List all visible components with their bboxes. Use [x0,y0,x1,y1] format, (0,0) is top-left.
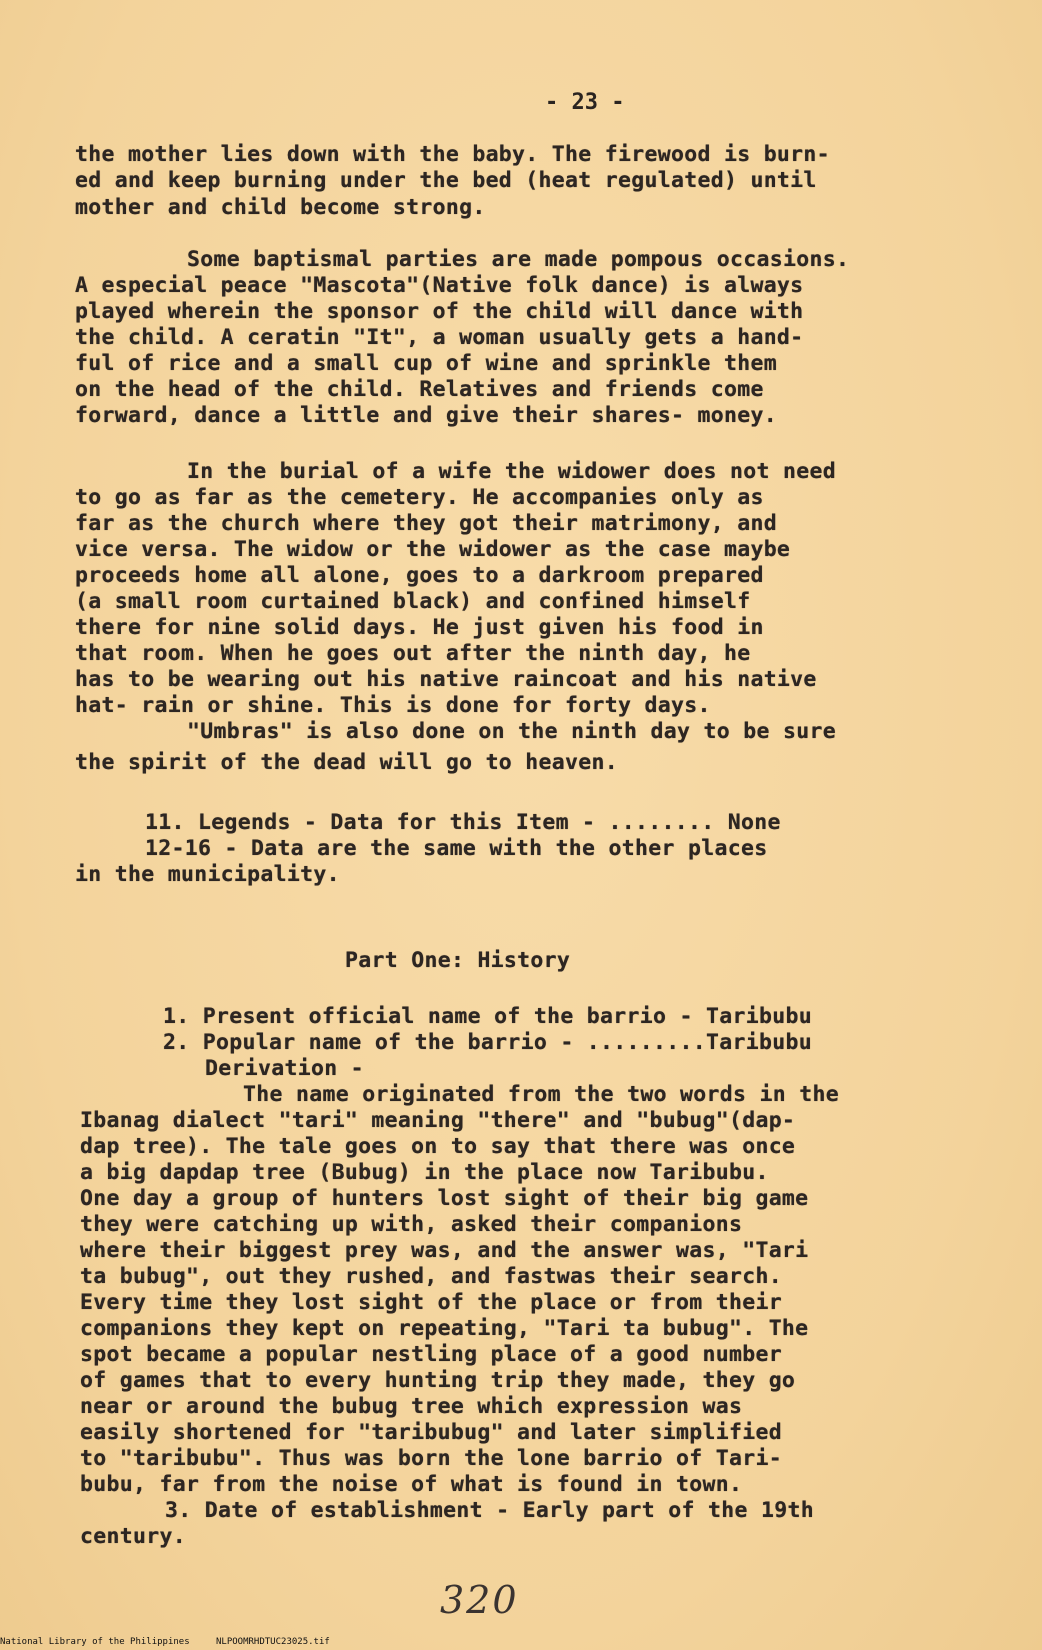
body-line: One day a group of hunters lost sight of their big game [80,1186,809,1211]
body-line: 3. Date of establishment - Early part of the 19th [165,1498,814,1523]
body-line: bubu, far from the noise of what is found in town. [80,1472,743,1497]
body-line: companions they kept on repeating, "Tari ta bubug". The [80,1316,809,1341]
body-line: played wherein the sponsor of the child will dance with [75,299,804,324]
body-line: In the burial of a wife the widower does not need [187,459,836,484]
body-line: in the municipality. [75,862,340,887]
body-line: 1. Present official name of the barrio - Taribubu [163,1004,812,1029]
body-line: forward, dance a little and give their shares- money. [75,403,777,428]
body-line: of games that to every hunting trip they made, they go [80,1368,796,1393]
body-line: the spirit of the dead will go to heaven. [75,750,619,775]
body-line: the mother lies down with the baby. The firewood is burn- [75,142,830,167]
body-line: Ibanag dialect "tari" meaning "there" and "bubug"(dap- [80,1108,796,1133]
section-heading: Part One: History [345,948,571,973]
body-line: proceeds home all alone, goes to a darkroom prepared [75,563,764,588]
body-line: hat- rain or shine. This is done for forty days. [75,693,711,718]
body-line: to "taribubu". Thus was born the lone barrio of Tari- [80,1446,782,1471]
body-line: ed and keep burning under the bed (heat regulated) until [75,168,817,193]
body-line: ta bubug", out they rushed, and fastwas their search. [80,1264,782,1289]
body-line: mother and child become strong. [75,195,486,220]
body-line: easily shortened for "taribubug" and later simplified [80,1420,782,1445]
body-line: spot became a popular nestling place of a good number [80,1342,782,1367]
page-number: - 23 - [545,90,625,115]
body-line: the child. A ceratin "It", a woman usually gets a hand- [75,325,804,350]
body-line: Derivation - [205,1056,364,1081]
body-line: on the head of the child. Relatives and friends come [75,377,764,402]
body-line: Every time they lost sight of the place or from their [80,1290,782,1315]
handwritten-page-number: 320 [440,1578,519,1622]
body-line: far as the church where they got their matrimony, and [75,511,777,536]
footer-filename: NLPOOMRHDTUC23025.tif [216,1637,330,1647]
body-line: to go as far as the cemetery. He accompanies only as [75,485,764,510]
footer-library: National Library of the Philippines [0,1637,190,1647]
body-line: ful of rice and a small cup of wine and sprinkle them [75,351,777,376]
body-line: they were catching up with, asked their companions [80,1212,743,1237]
body-line: vice versa. The widow or the widower as the case maybe [75,537,791,562]
body-line: The name originated from the two words in the [243,1082,839,1107]
body-line: there for nine solid days. He just given his food in [75,615,764,640]
body-line: "Umbras" is also done on the ninth day to be sure [187,719,836,744]
body-line: that room. When he goes out after the ninth day, he [75,641,751,666]
body-line: A especial peace "Mascota"(Native folk dance) is always [75,273,804,298]
body-line: dap tree). The tale goes on to say that there was once [80,1134,796,1159]
body-line: where their biggest prey was, and the answer was, "Tari [80,1238,809,1263]
body-line: 2. Popular name of the barrio - .........Taribubu [163,1030,812,1055]
body-line: century. [80,1524,186,1549]
body-line: 11. Legends - Data for this Item - ........ None [145,810,781,835]
body-line: a big dapdap tree (Bubug) in the place now Taribubu. [80,1160,769,1185]
body-line: 12-16 - Data are the same with the other places [145,836,768,861]
body-line: has to be wearing out his native raincoat and his native [75,667,817,692]
body-line: (a small room curtained black) and confined himself [75,589,751,614]
body-line: near or around the bubug tree which expression was [80,1394,743,1419]
body-line: Some baptismal parties are made pompous occasions. [187,247,850,272]
